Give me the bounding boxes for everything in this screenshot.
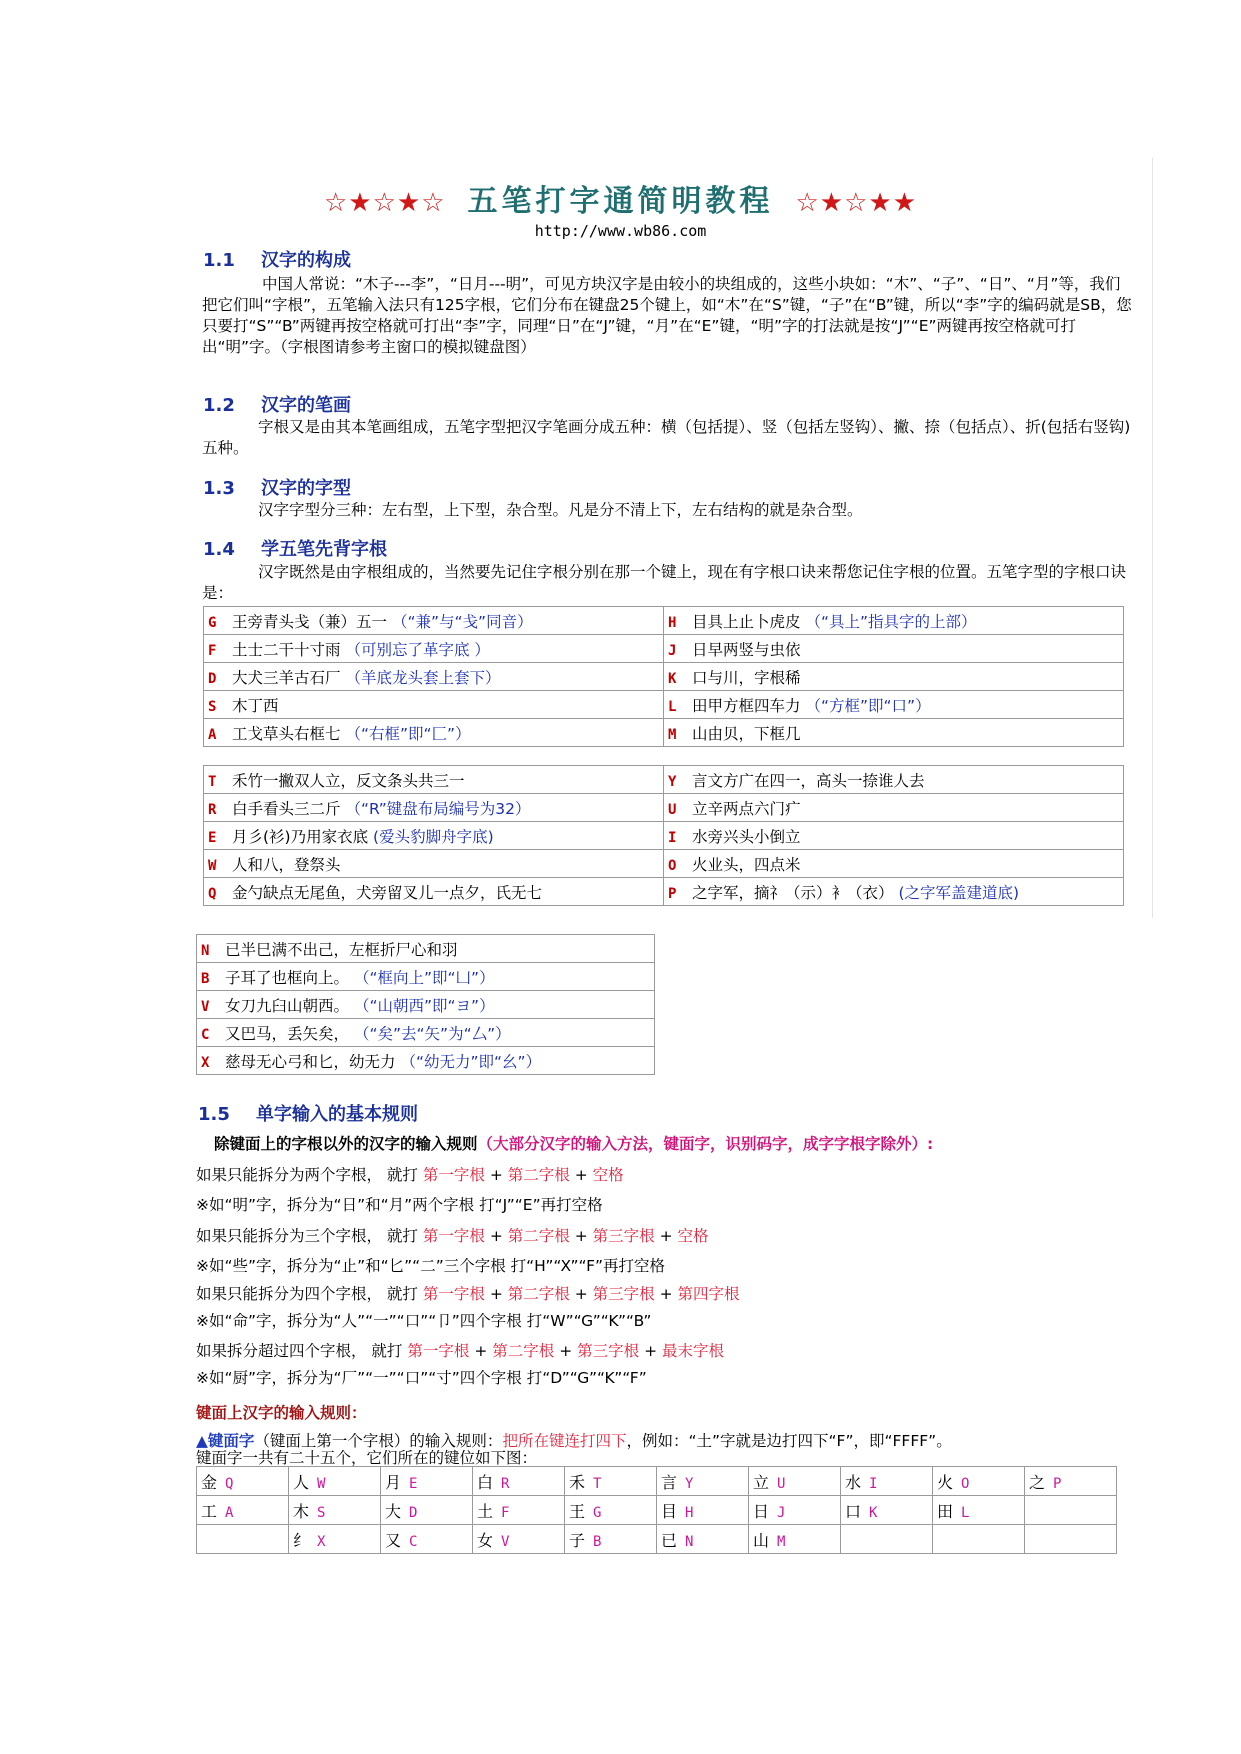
- keyface-label: ▲键面字: [196, 1432, 255, 1450]
- keyface-char: 水: [845, 1472, 862, 1492]
- table-row: [204, 850, 1124, 878]
- table-row: [204, 766, 1124, 794]
- section-number: 1.1: [203, 250, 235, 271]
- keyface-cell: [473, 1496, 565, 1525]
- paragraph: 中国人常说：“木子---李”，“日月---明”，可见方块汉字是由较小的块组成的，这些小块如：“木”、“子”、“日”、“月”等，我们把它们叫“字根”，五笔输入法只有125字根，它们分布在键盘25个键上，如“木”在“S”键，“子”在“B”键，所以“李”字的编码就是SB，您只要打“S”“B”两键再按空格就可打出“李”字，同理“日”在“J”键，“月”在“E”键，“明”字的打法就是按“J”“E”两键再按空格就可打出“明”字。（字根图请参考主窗口的模拟键盘图）: [202, 275, 1132, 356]
- table-row: [204, 822, 1124, 850]
- first-root: 第一字根: [407, 1342, 470, 1360]
- key-letter: F: [208, 642, 217, 659]
- root-mnemonic: 又巴马，丢矢矣，: [225, 1024, 350, 1043]
- key-letter: T: [208, 773, 217, 790]
- key-letter: L: [668, 698, 677, 715]
- keyface-char: 口: [845, 1501, 862, 1521]
- example-text: ※如“明”字，拆分为“日”和“月”两个字根 打“J”“E”再打空格: [196, 1196, 603, 1214]
- first-root: 第一字根: [422, 1227, 485, 1245]
- root-table-group-3: [196, 934, 655, 1075]
- space-key: 空格: [677, 1227, 709, 1245]
- key-letter: E: [208, 829, 217, 846]
- keyface-key: E: [409, 1475, 418, 1492]
- root-cell: [664, 663, 1124, 691]
- rules-heading: [214, 1132, 1174, 1154]
- section-title: 汉字的构成: [261, 250, 351, 271]
- keyface-char: 白: [477, 1472, 494, 1492]
- plus: +: [644, 1342, 658, 1360]
- keyface-rules-heading: 键面上汉字的输入规则：: [196, 1404, 367, 1422]
- section-title: 汉字的笔画: [261, 395, 351, 416]
- keyface-char: 纟: [293, 1530, 310, 1550]
- keyface-key: V: [501, 1533, 510, 1550]
- keyface-cell: [381, 1467, 473, 1496]
- root-mnemonic: 禾竹一撇双人立，反文条头共三一: [232, 771, 465, 790]
- plus: +: [574, 1285, 588, 1303]
- keyface-cell: [657, 1496, 749, 1525]
- root-mnemonic: 田甲方框四车力: [692, 696, 801, 715]
- keyface-cell: [749, 1496, 841, 1525]
- section-heading-1-5: [198, 1100, 418, 1126]
- root-mnemonic: 王旁青头戋（兼）五一: [232, 612, 388, 631]
- site-url: http://www.wb86.com: [534, 222, 707, 240]
- keyface-char: 大: [385, 1501, 402, 1521]
- root-cell: [664, 607, 1124, 635]
- keyface-key: F: [501, 1504, 510, 1521]
- plus: +: [489, 1166, 503, 1184]
- keyface-key: K: [869, 1504, 878, 1521]
- root-cell: [197, 935, 655, 963]
- root-cell: [204, 663, 664, 691]
- root-cell: [664, 719, 1124, 747]
- keyface-cell: [381, 1525, 473, 1554]
- key-letter: B: [201, 970, 210, 987]
- keyface-total: 键面字一共有二十五个，它们所在的键位如下图：: [196, 1449, 538, 1467]
- key-letter: C: [201, 1026, 210, 1043]
- plus: +: [489, 1285, 503, 1303]
- section-heading-1-2: [203, 391, 351, 417]
- table-row: [197, 1047, 655, 1075]
- key-letter: S: [208, 698, 217, 715]
- root-cell: [664, 635, 1124, 663]
- third-root: 第三字根: [577, 1342, 640, 1360]
- root-cell: [204, 607, 664, 635]
- root-cell: [204, 635, 664, 663]
- root-note: (爱头豹脚舟字底): [373, 827, 494, 846]
- rule-text: 如果拆分超过四个字根， 就打: [196, 1342, 403, 1360]
- root-mnemonic: 口与川，字根稀: [692, 668, 801, 687]
- keyface-key: O: [961, 1475, 970, 1492]
- title-text: 五笔打字通简明教程: [467, 184, 774, 219]
- section-title: 单字输入的基本规则: [256, 1104, 418, 1125]
- keyface-key: U: [777, 1475, 786, 1492]
- key-letter: X: [201, 1054, 210, 1071]
- section-body-1-1: [202, 274, 1134, 358]
- keyface-key: Q: [225, 1475, 234, 1492]
- paragraph: 汉字既然是由字根组成的，当然要先记住字根分别在那一个键上，现在有字根口诀来帮您记住字根的位置。五笔字型的字根口诀是：: [202, 563, 1127, 602]
- section-number: 1.4: [203, 539, 235, 560]
- second-root: 第二字根: [507, 1227, 570, 1245]
- keyface-cell: [657, 1525, 749, 1554]
- page-title: [0, 176, 1241, 220]
- example-text: ※如“命”字，拆分为“人”“一”“口”“卩”四个字根 打“W”“G”“K”“B”: [196, 1312, 652, 1330]
- section-heading-1-1: [203, 246, 351, 272]
- keyface-cell: [565, 1467, 657, 1496]
- root-cell: [197, 963, 655, 991]
- key-letter: H: [668, 614, 677, 631]
- root-mnemonic: 子耳了也框向上。: [225, 968, 350, 987]
- root-note: （可别忘了革字底 ）: [345, 640, 490, 659]
- last-root: 最末字根: [662, 1342, 725, 1360]
- table-row: [204, 635, 1124, 663]
- keyface-char: 金: [201, 1472, 218, 1492]
- keyface-char: 之: [1029, 1472, 1046, 1492]
- keyface-cell: [197, 1467, 289, 1496]
- keyface-char: 月: [385, 1472, 402, 1492]
- section-title: 汉字的字型: [261, 478, 351, 499]
- keyface-cell: [473, 1467, 565, 1496]
- section-body-1-4: [202, 562, 1134, 604]
- keyface-key: T: [593, 1475, 602, 1492]
- root-mnemonic: 工戈草头右框七: [232, 724, 341, 743]
- rule-two-roots: [196, 1163, 1156, 1185]
- section-number: 1.2: [203, 395, 235, 416]
- root-mnemonic: 白手看头三二斤: [232, 799, 341, 818]
- third-root: 第三字根: [592, 1285, 655, 1303]
- root-mnemonic: 火业头，四点米: [692, 855, 801, 874]
- section-body-1-3: [202, 500, 1134, 521]
- keyface-key: H: [685, 1504, 694, 1521]
- keyface-cell: [841, 1467, 933, 1496]
- keyface-cell: [933, 1525, 1025, 1554]
- rule-text: 如果只能拆分为三个字根， 就打: [196, 1227, 418, 1245]
- rule-over-four-roots: [196, 1339, 1156, 1361]
- keyface-char: 立: [753, 1472, 770, 1492]
- keyface-char: 田: [937, 1501, 954, 1521]
- keyface-cell: [197, 1525, 289, 1554]
- root-cell: [204, 719, 664, 747]
- rule-two-roots-example: [196, 1193, 1156, 1215]
- keyface-key: B: [593, 1533, 602, 1550]
- keyface-cell: [473, 1525, 565, 1554]
- keyface-cell: [289, 1467, 381, 1496]
- root-cell: [204, 794, 664, 822]
- keyface-key: I: [869, 1475, 878, 1492]
- key-letter: O: [668, 857, 677, 874]
- keyface-key: P: [1053, 1475, 1062, 1492]
- root-cell: [204, 822, 664, 850]
- rules-heading-main: 除键面上的字根以外的汉字的输入规则: [214, 1135, 478, 1153]
- root-cell: [204, 850, 664, 878]
- keyface-key: A: [225, 1504, 234, 1521]
- root-cell: [664, 691, 1124, 719]
- root-note: （羊底龙头套上套下）: [345, 668, 501, 687]
- root-cell: [664, 794, 1124, 822]
- key-letter: N: [201, 942, 210, 959]
- section-heading-1-3: [203, 474, 351, 500]
- keyface-key: W: [317, 1475, 326, 1492]
- keyface-cell: [289, 1525, 381, 1554]
- keyface-cell: [1025, 1496, 1117, 1525]
- keyface-key: N: [685, 1533, 694, 1550]
- keyface-char: 目: [661, 1501, 678, 1521]
- root-mnemonic: 目具上止卜虎皮: [692, 612, 801, 631]
- root-table-group-1: [203, 606, 1124, 747]
- key-letter: W: [208, 857, 217, 874]
- root-note: （“方框”即“口”）: [805, 696, 931, 715]
- table-row: [204, 607, 1124, 635]
- key-letter: G: [208, 614, 217, 631]
- keyface-cell: [933, 1467, 1025, 1496]
- rule-over-four-roots-example: [196, 1366, 1156, 1388]
- keyface-key: C: [409, 1533, 418, 1550]
- root-cell: [204, 691, 664, 719]
- paragraph: 汉字字型分三种：左右型，上下型，杂合型。凡是分不清上下，左右结构的就是杂合型。: [258, 501, 863, 519]
- keyface-cell: [749, 1525, 841, 1554]
- keyface-cell: [657, 1467, 749, 1496]
- table-row: [197, 991, 655, 1019]
- key-letter: I: [668, 829, 677, 846]
- keyface-cell: [197, 1496, 289, 1525]
- space-key: 空格: [592, 1166, 624, 1184]
- root-mnemonic: 日早两竖与虫依: [692, 640, 801, 659]
- table-row: [197, 963, 655, 991]
- keyface-cell: [841, 1525, 933, 1554]
- keyface-char: 土: [477, 1501, 494, 1521]
- keyface-cell: [565, 1525, 657, 1554]
- root-mnemonic: 言文方广在四一，高头一捺谁人去: [692, 771, 925, 790]
- keyface-rule-highlight: 把所在键连打四下: [502, 1432, 627, 1450]
- root-cell: [204, 878, 664, 906]
- root-note: （“矣”去“矢”为“厶”）: [353, 1024, 511, 1043]
- keyface-key: S: [317, 1504, 326, 1521]
- keyface-char: 人: [293, 1472, 310, 1492]
- keyface-cell: [1025, 1467, 1117, 1496]
- root-note: （“山朝西”即“ヨ”）: [353, 996, 495, 1015]
- rule-three-roots-example: [196, 1254, 1156, 1276]
- keyface-key: J: [777, 1504, 786, 1521]
- title-stars-left: ☆★☆★☆: [323, 188, 446, 218]
- root-cell: [664, 850, 1124, 878]
- first-root: 第一字根: [422, 1285, 485, 1303]
- root-mnemonic: 已半巳满不出己，左框折尸心和羽: [225, 940, 458, 959]
- second-root: 第二字根: [507, 1166, 570, 1184]
- section-heading-1-4: [203, 535, 387, 561]
- keyface-cell: [841, 1496, 933, 1525]
- key-letter: U: [668, 801, 677, 818]
- keyface-char: 王: [569, 1501, 586, 1521]
- section-title: 学五笔先背字根: [261, 539, 387, 560]
- keyface-char: 火: [937, 1472, 954, 1492]
- second-root: 第二字根: [507, 1285, 570, 1303]
- example-text: ※如“厨”字，拆分为“厂”“一”“口”“寸”四个字根 打“D”“G”“K”“F”: [196, 1369, 647, 1387]
- keyface-char: 又: [385, 1530, 402, 1550]
- key-letter: Q: [208, 885, 217, 902]
- key-letter: P: [668, 885, 677, 902]
- root-note: (之字军盖建道底): [898, 883, 1020, 902]
- keyface-char: 木: [293, 1501, 310, 1521]
- plus: +: [659, 1285, 673, 1303]
- rule-text: 如果只能拆分为两个字根， 就打: [196, 1166, 418, 1184]
- root-cell: [197, 991, 655, 1019]
- rule-four-roots-example: [196, 1309, 1156, 1331]
- keyface-cell: [289, 1496, 381, 1525]
- table-row: [197, 1019, 655, 1047]
- root-cell: [664, 822, 1124, 850]
- third-root: 第三字根: [592, 1227, 655, 1245]
- keyface-key: L: [961, 1504, 970, 1521]
- root-mnemonic: 土士二干十寸雨: [232, 640, 341, 659]
- key-letter: J: [668, 642, 677, 659]
- key-letter: Y: [668, 773, 677, 790]
- keyface-key: R: [501, 1475, 510, 1492]
- fourth-root: 第四字根: [677, 1285, 740, 1303]
- section-number: 1.5: [198, 1104, 230, 1125]
- keyface-cell: [1025, 1525, 1117, 1554]
- keyface-key: X: [317, 1533, 326, 1550]
- rules-heading-note: （大部分汉字的输入方法，键面字，识别码字，成字字根字除外）:: [477, 1135, 934, 1153]
- second-root: 第二字根: [492, 1342, 555, 1360]
- root-note: （“右框”即“匚”）: [345, 724, 471, 743]
- root-note: （“兼”与“戋”同音）: [391, 612, 533, 631]
- rule-text: 如果只能拆分为四个字根， 就打: [196, 1285, 418, 1303]
- keyface-char: 工: [201, 1501, 218, 1521]
- root-table-group-2: [203, 765, 1124, 906]
- keyface-char: 言: [661, 1472, 678, 1492]
- table-row: [197, 1467, 1117, 1496]
- keyface-key: M: [777, 1533, 786, 1550]
- key-letter: R: [208, 801, 217, 818]
- table-row: [204, 878, 1124, 906]
- root-cell: [197, 1047, 655, 1075]
- root-note: （“R”键盘布局编号为32）: [345, 799, 531, 818]
- plus: +: [559, 1342, 573, 1360]
- first-root: 第一字根: [422, 1166, 485, 1184]
- table-row: [197, 1496, 1117, 1525]
- root-mnemonic: 大犬三羊古石厂: [232, 668, 341, 687]
- key-letter: A: [208, 726, 217, 743]
- root-mnemonic: 山由贝，下框几: [692, 724, 801, 743]
- plus: +: [574, 1166, 588, 1184]
- key-letter: D: [208, 670, 217, 687]
- root-cell: [197, 1019, 655, 1047]
- root-mnemonic: 月彡(衫)乃用家衣底: [232, 827, 369, 846]
- root-mnemonic: 女刀九臼山朝西。: [225, 996, 350, 1015]
- table-row: [197, 935, 655, 963]
- table-row: [204, 719, 1124, 747]
- table-row: [204, 794, 1124, 822]
- root-mnemonic: 金勺缺点无尾鱼，犬旁留叉儿一点夕，氏无七: [232, 883, 543, 902]
- paragraph: 字根又是由其本笔画组成，五笔字型把汉字笔画分成五种：横（包括提）、竖（包括左竖钩）、撇、捺（包括点）、折(包括右竖钩)五种。: [202, 418, 1131, 457]
- plus: +: [489, 1227, 503, 1245]
- keyface-table: [196, 1466, 1117, 1554]
- root-mnemonic: 人和八，登祭头: [232, 855, 341, 874]
- keyface-char: 已: [661, 1530, 678, 1550]
- keyface-key: G: [593, 1504, 602, 1521]
- root-mnemonic: 水旁兴头小倒立: [692, 827, 801, 846]
- root-note: （“框向上”即“凵”）: [353, 968, 495, 987]
- root-mnemonic: 木丁西: [232, 696, 279, 715]
- section-body-1-2: [202, 417, 1134, 459]
- key-letter: M: [668, 726, 677, 743]
- root-mnemonic: 慈母无心弓和匕，幼无力: [225, 1052, 396, 1071]
- key-letter: V: [201, 998, 210, 1015]
- plus: +: [574, 1227, 588, 1245]
- keyface-cell: [749, 1467, 841, 1496]
- keyface-char: 日: [753, 1501, 770, 1521]
- keyface-key: Y: [685, 1475, 694, 1492]
- rule-three-roots: [196, 1224, 1156, 1246]
- right-divider: [1152, 158, 1153, 918]
- keyface-key: D: [409, 1504, 418, 1521]
- plus: +: [659, 1227, 673, 1245]
- root-cell: [664, 878, 1124, 906]
- rule-four-roots: [196, 1282, 1156, 1304]
- keyface-rule-example: ，例如：“土”字就是边打四下“F”，即“FFFF”。: [626, 1432, 952, 1450]
- keyface-rule-text: （键面上第一个字根）的输入规则：: [254, 1432, 503, 1450]
- table-row: [204, 691, 1124, 719]
- keyface-char: 禾: [569, 1472, 586, 1492]
- plus: +: [474, 1342, 488, 1360]
- table-row: [204, 663, 1124, 691]
- keyface-cell: [381, 1496, 473, 1525]
- title-stars-right: ☆★☆★★: [795, 188, 918, 218]
- table-row: [197, 1525, 1117, 1554]
- key-letter: K: [668, 670, 677, 687]
- section-number: 1.3: [203, 478, 235, 499]
- root-cell: [664, 766, 1124, 794]
- example-text: ※如“些”字，拆分为“止”和“匕”“二”三个字根 打“H”“X”“F”再打空格: [196, 1257, 666, 1275]
- keyface-cell: [565, 1496, 657, 1525]
- keyface-char: 女: [477, 1530, 494, 1550]
- keyface-char: 山: [753, 1530, 770, 1550]
- root-cell: [204, 766, 664, 794]
- root-note: （“幼无力”即“幺”）: [400, 1052, 542, 1071]
- root-mnemonic: 立辛两点六门疒: [692, 799, 801, 818]
- keyface-cell: [933, 1496, 1025, 1525]
- root-mnemonic: 之字军，摘礻（示）衤（衣）: [692, 883, 894, 902]
- keyface-char: 子: [569, 1530, 586, 1550]
- root-note: （“具上”指具字的上部）: [805, 612, 977, 631]
